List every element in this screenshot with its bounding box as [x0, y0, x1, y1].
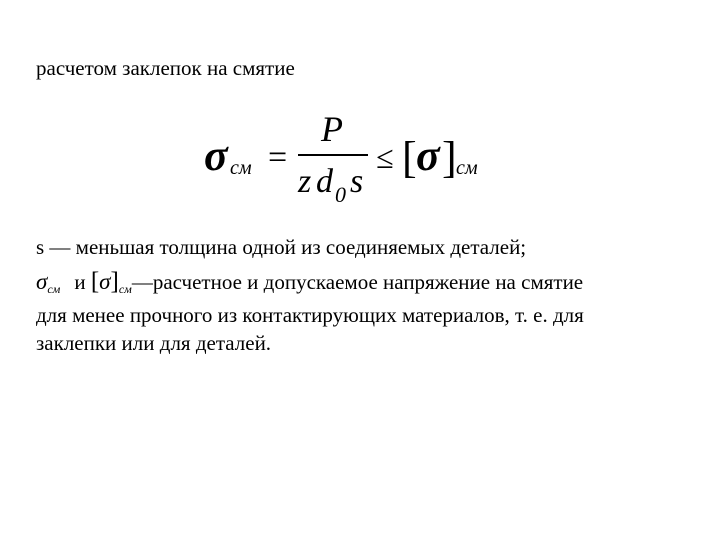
inline-close-bracket: ] [110, 268, 119, 295]
formula-denominator-subscript: 0 [335, 182, 346, 207]
formula-leq: ≤ [376, 139, 394, 175]
definition-line-stress [36, 268, 686, 299]
inline-and-word: и [74, 270, 86, 294]
inline-sigma2-subscript: см [118, 282, 132, 296]
inline-sigma-symbol: σ [36, 269, 48, 294]
formula-denominator-s: s [350, 163, 364, 200]
section-heading: расчетом заклепок на смятие [36, 56, 295, 80]
formula-rhs-sigma: σ [416, 131, 440, 180]
inline-allowable-sigma [91, 268, 132, 299]
definition-line-material: для менее прочного из контактирующих материалов, т. е. для [36, 303, 584, 327]
inline-sigma-subscript: см [47, 282, 61, 296]
formula-rhs-subscript: см [456, 157, 478, 179]
formula-lhs-sigma: σ [204, 131, 228, 180]
inline-sigma-cm [36, 268, 60, 299]
crushing-stress-formula [196, 108, 496, 210]
inline-open-bracket: [ [90, 268, 100, 295]
definition-line-thickness: s — меньшая толщина одной из соединяемых деталей; [36, 235, 527, 259]
formula-rhs-close-bracket: ] [442, 133, 457, 182]
formula-denominator-z: z [298, 163, 312, 200]
formula-lhs-subscript: см [230, 157, 252, 179]
inline-stress-description: —расчетное и допускаемое напряжение на смятие [131, 270, 584, 294]
definition-line-rivet: заклепки или для деталей. [36, 331, 272, 355]
formula-denominator-d: d [316, 163, 333, 200]
formula-numerator: P [321, 109, 343, 149]
formula-rhs-open-bracket: [ [402, 133, 417, 182]
formula-equals: = [268, 139, 288, 176]
inline-sigma2-symbol: σ [99, 269, 111, 294]
